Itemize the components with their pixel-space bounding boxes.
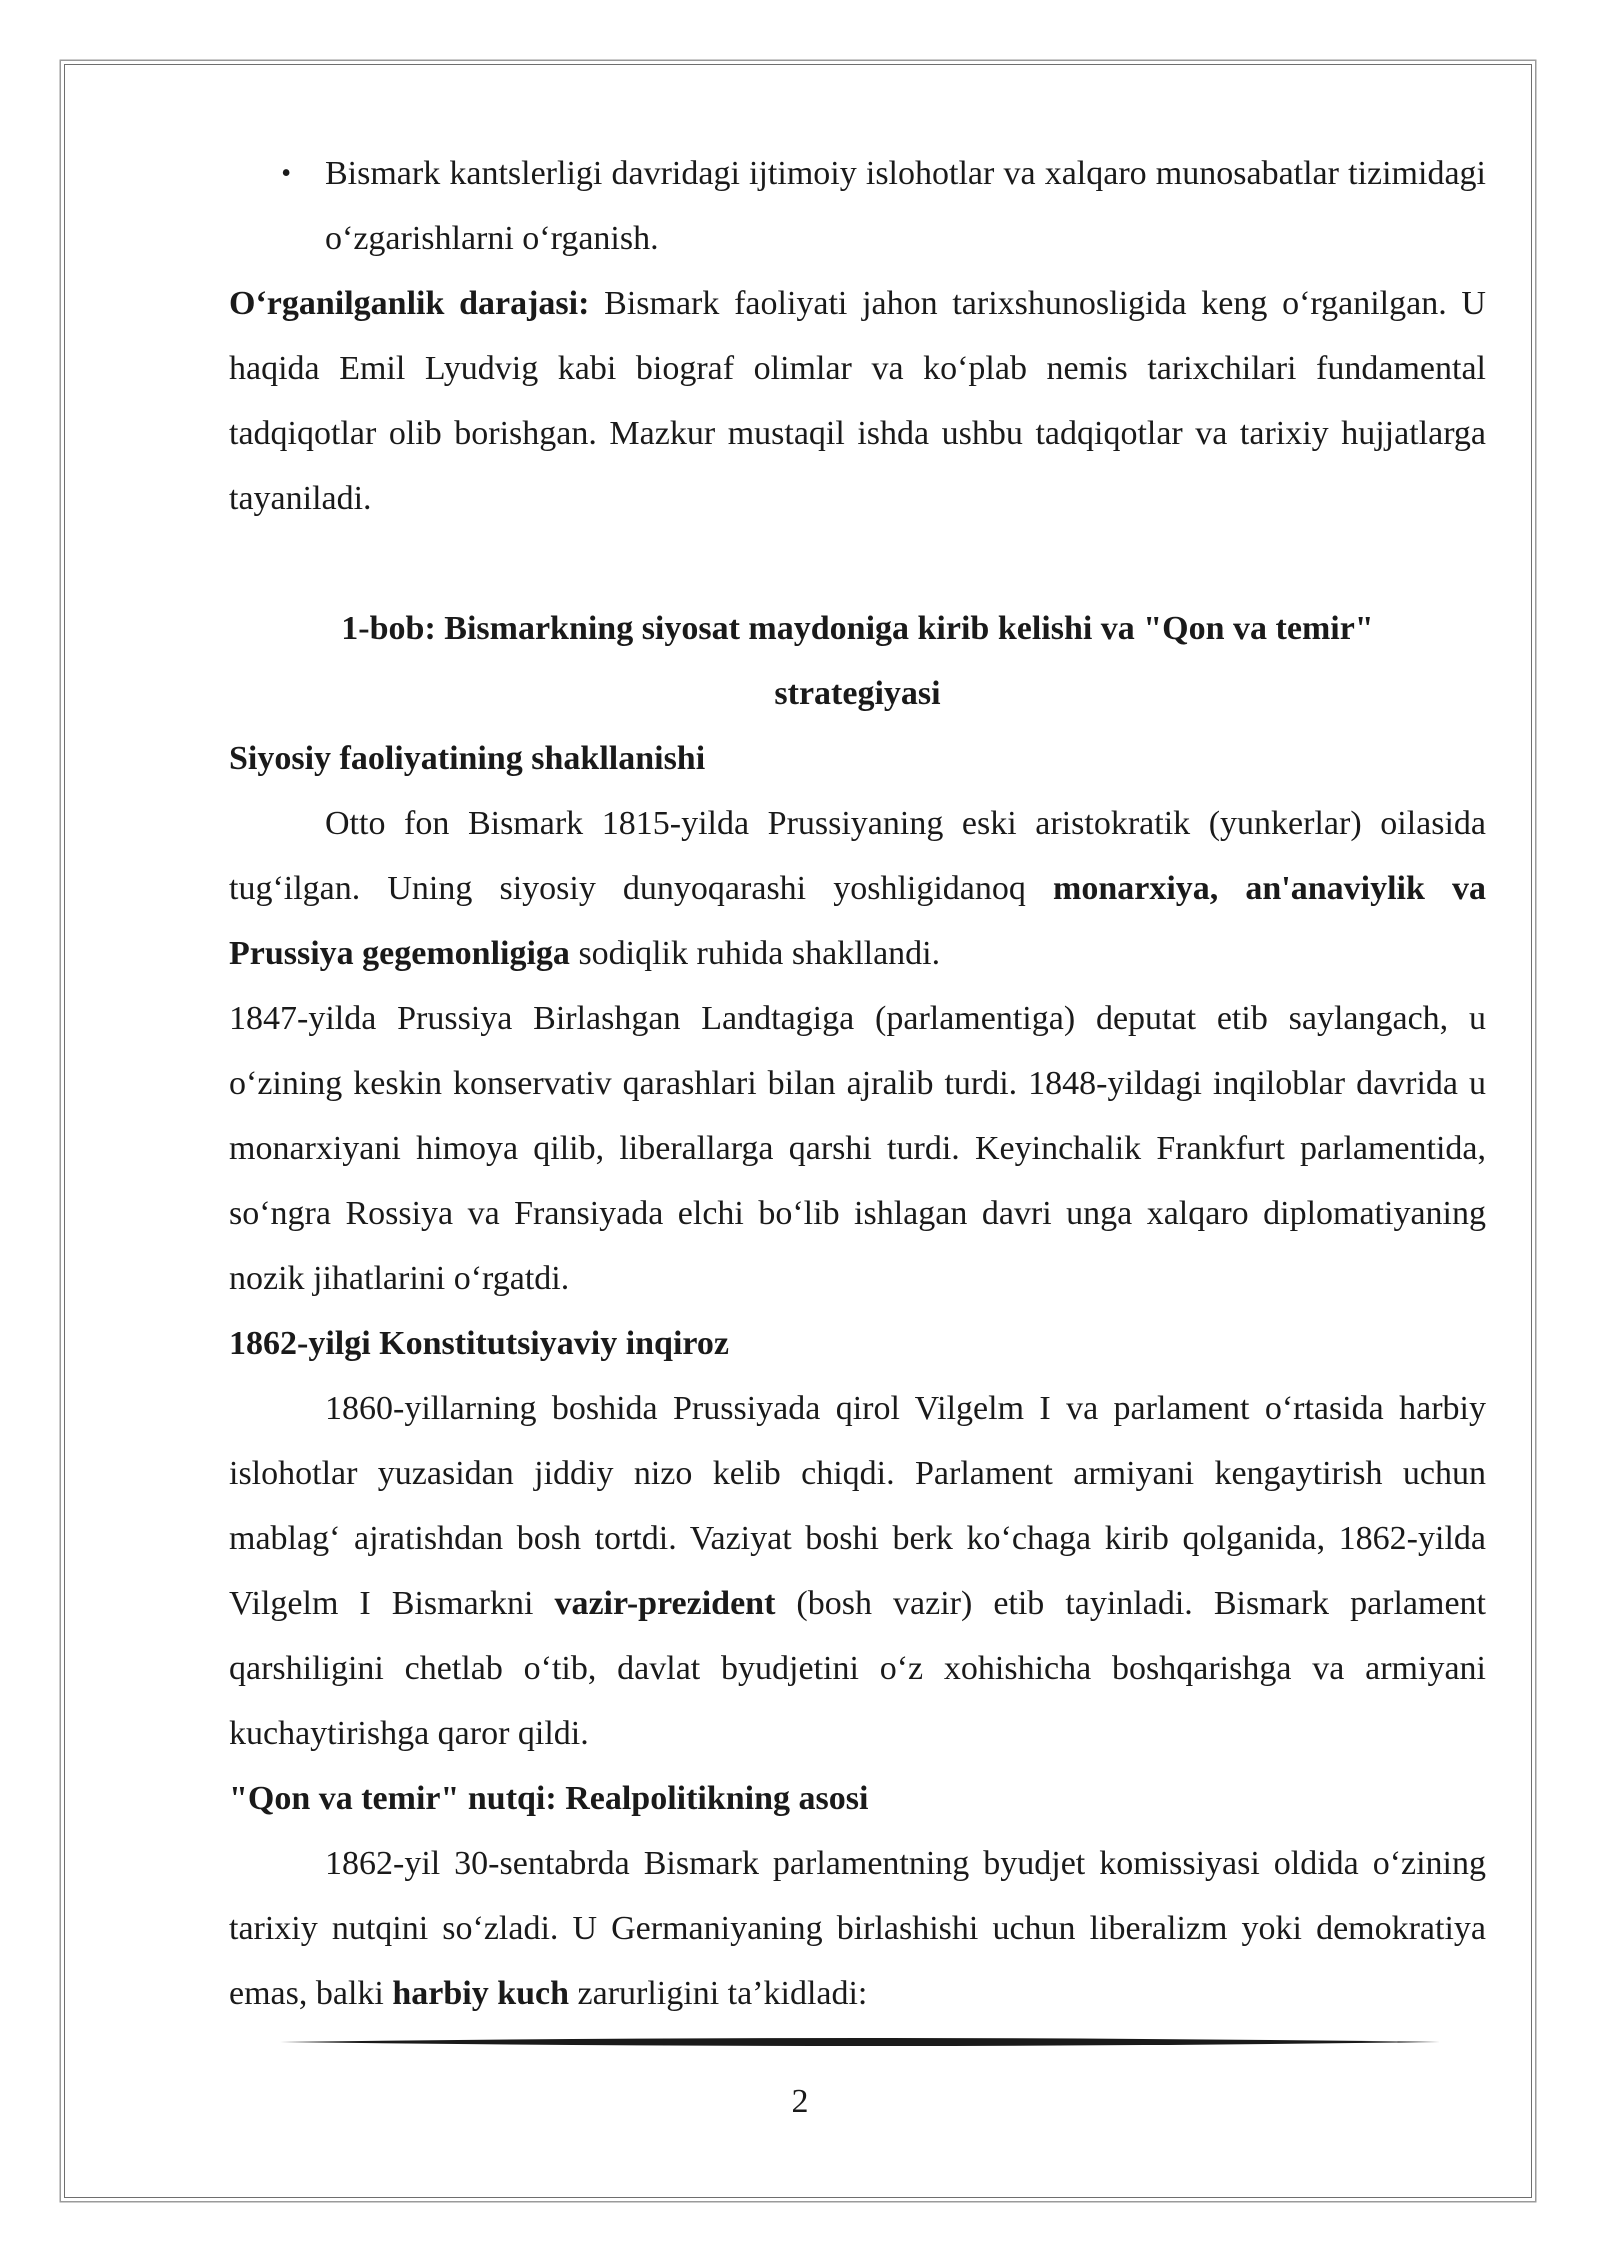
paragraph-text: (bosh vazir) etib tayinladi. Bismark parlament qarshiligini chetlab o‘tib, davlat byudjetini o‘z xohishicha boshqarishga va armiyani kuchaytirishga qaror qildi. (229, 1585, 1486, 1752)
bullet-icon: • (281, 158, 291, 189)
bold-phrase: harbiy kuch (392, 1975, 570, 2012)
study-level-text: Bismark faoliyati jahon tarixshunosligida keng o‘rganilgan. U haqida Emil Lyudvig kabi biograf olimlar va ko‘plab nemis tarixchilari fundamental tadqiqotlar olib borishgan. Mazkur mustaqil ishda ushbu tadqiqotlar va tarixiy hujjatlarga tayaniladi. (229, 285, 1486, 517)
paragraph-text: zarurligini ta’kidladi: (569, 1975, 868, 2012)
footer-divider (280, 2035, 1440, 2049)
paragraph-crisis (229, 1376, 1486, 1766)
paragraph-text: 1862-yil 30-sentabrda Bismark parlamentning byudjet komissiyasi oldida o‘zining tarixiy nutqini so‘zladi. U Germaniyaning birlashishi uchun liberalizm yoki demokratiya emas, balki (229, 1845, 1486, 2012)
paragraph-text: 1860-yillarning boshida Prussiyada qirol Vilgelm I va parlament o‘rtasida harbiy islohotlar yuzasidan jiddiy nizo kelib chiqdi. Parlament armiyani kengaytirish uchun mablag‘ ajratishdan bosh tortdi. Vaziyat boshi berk ko‘chaga kirib qolganida, 1862-yilda Vilgelm I Bismarkni (229, 1390, 1486, 1622)
study-level-paragraph (229, 271, 1486, 531)
section-heading-crisis: 1862-yilgi Konstitutsiyaviy inqiroz (229, 1325, 729, 1362)
bold-phrase: monarxiya, an'anaviylik va Prussiya gegemonligiga (229, 870, 1486, 972)
section-heading-speech: "Qon va temir" nutqi: Realpolitikning asosi (229, 1780, 869, 1817)
list-item (229, 141, 1486, 271)
paragraph-origin (229, 791, 1486, 986)
section-heading-formation: Siyosiy faoliyatining shakllanishi (229, 740, 706, 777)
document-body (229, 141, 1486, 2026)
page-number: 2 (791, 2083, 809, 2120)
paragraph-text: sodiqlik ruhida shakllandi. (569, 935, 941, 972)
paragraph-speech (229, 1831, 1486, 2026)
study-level-label: O‘rganilganlik darajasi: (229, 285, 590, 322)
bold-phrase: vazir-prezident (554, 1585, 776, 1622)
chapter-title: 1-bob: Bismarkning siyosat maydoniga kirib kelishi va "Qon va temir" strategiyasi (341, 610, 1374, 712)
list-item-text: Bismark kantslerligi davridagi ijtimoiy islohotlar va xalqaro munosabatlar tizimidagi o‘zgarishlarni o‘rganish. (325, 155, 1486, 257)
paragraph-text: Otto fon Bismark 1815-yilda Prussiyaning eski aristokratik (yunkerlar) oilasida tug‘ilgan. Uning siyosiy dunyoqarashi yoshligidanoq (229, 805, 1486, 907)
paragraph-career: 1847-yilda Prussiya Birlashgan Landtagiga (parlamentiga) deputat etib saylangach, u o‘zining keskin konservativ qarashlari bilan ajralib turdi. 1848-yildagi inqiloblar davrida u monarxiyani himoya qilib, liberallarga qarshi turdi. Keyinchalik Frankfurt parlamentida, so‘ngra Rossiya va Fransiyada elchi bo‘lib ishlagan davri unga xalqaro diplomatiyaning nozik jihatlarini o‘rgatdi. (229, 1000, 1486, 1297)
